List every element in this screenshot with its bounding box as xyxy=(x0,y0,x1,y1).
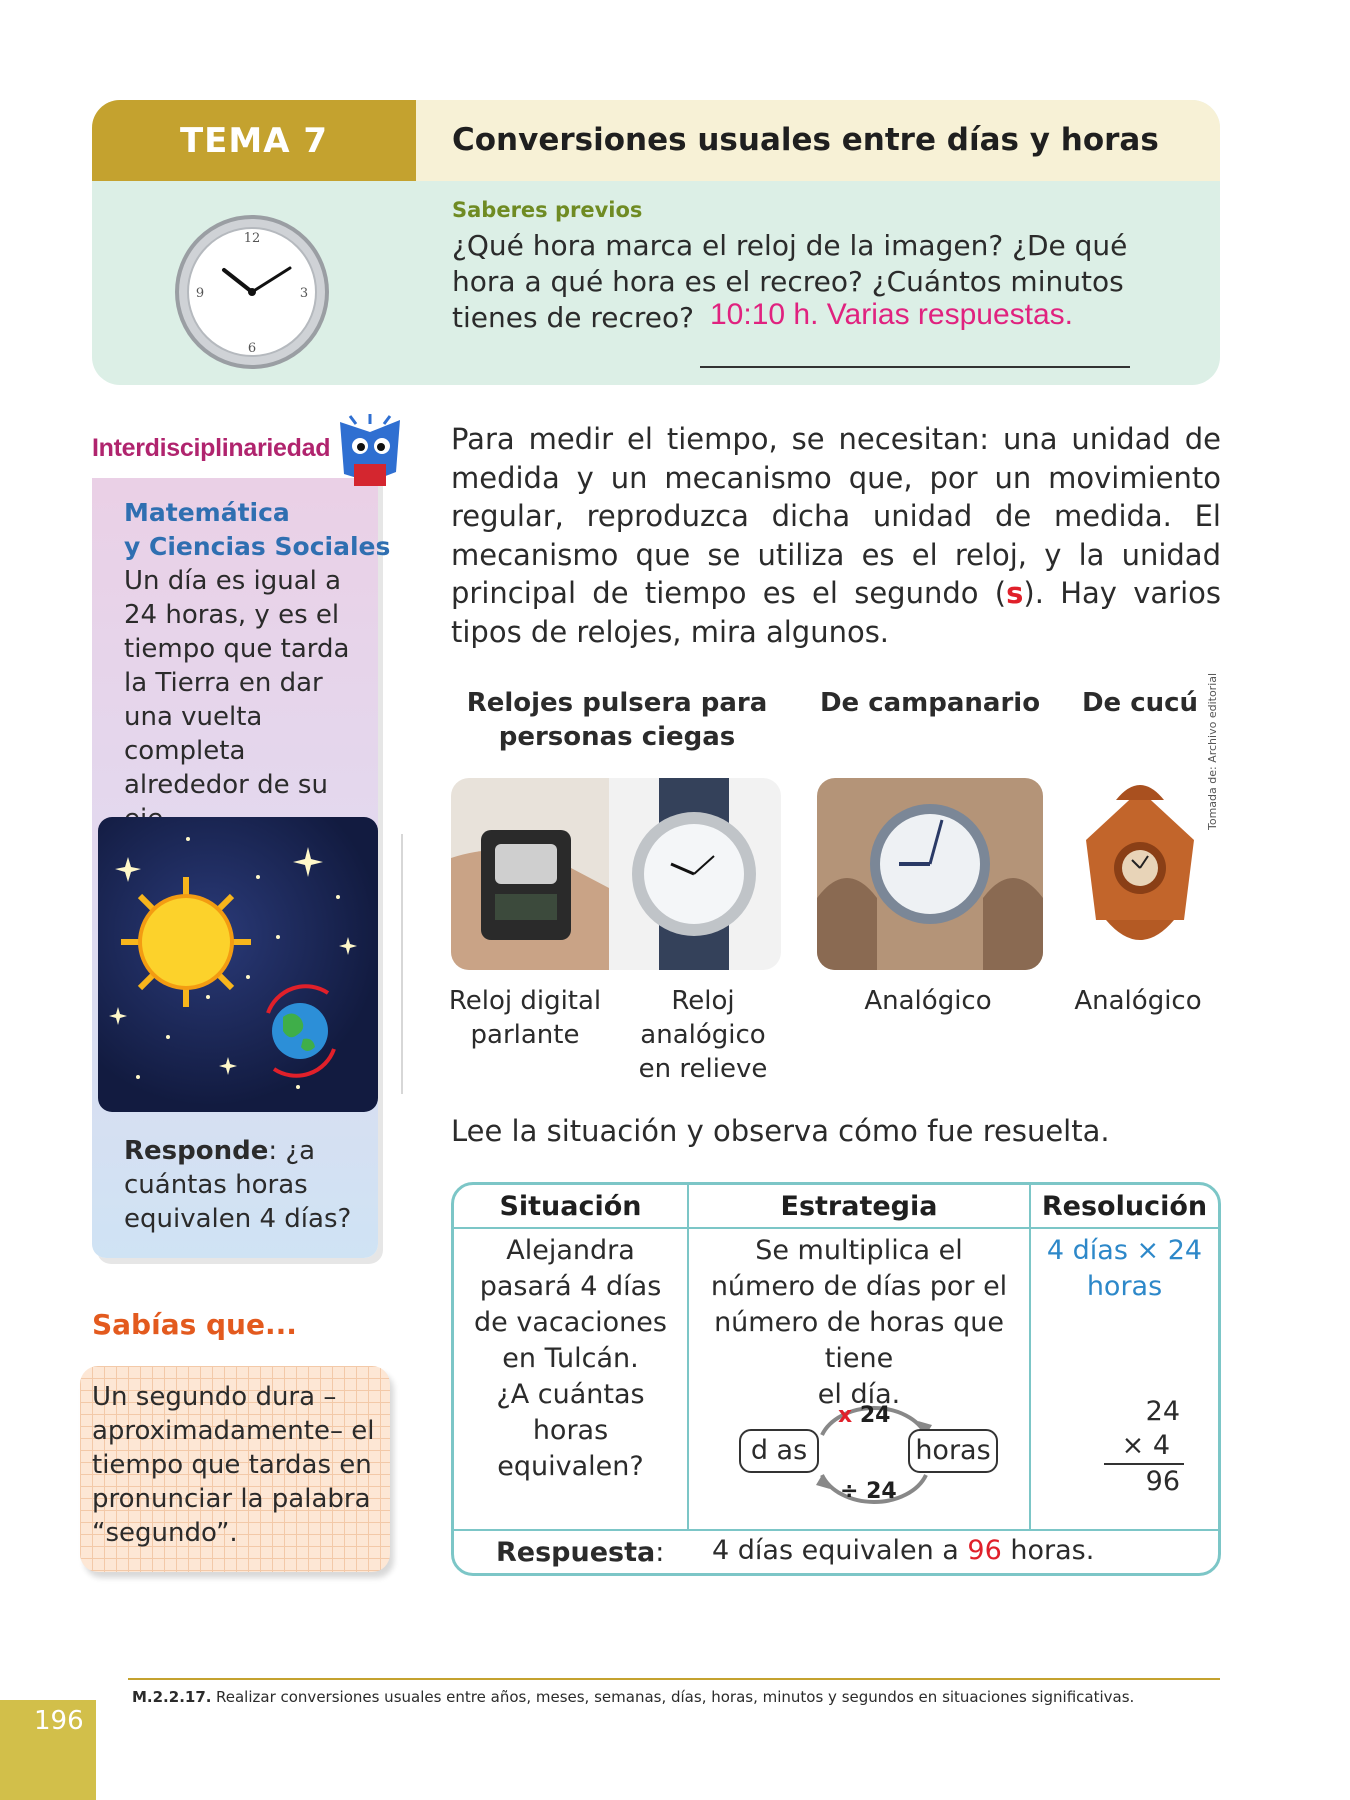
heading-math: Matemática xyxy=(124,498,290,527)
calc-result: 96 xyxy=(1145,1466,1180,1497)
intro-paragraph xyxy=(451,420,1221,651)
resolucion-line-1: 4 días × 24 xyxy=(1046,1235,1203,1266)
respuesta-pre: 4 días equivalen a xyxy=(712,1535,968,1566)
skill-code: M.2.2.17. xyxy=(132,1688,212,1706)
theme-header xyxy=(92,100,1220,385)
respuesta-post: horas. xyxy=(1001,1535,1095,1566)
col-header-resolucion: Resolución xyxy=(1041,1191,1208,1222)
intro-part-1: Para medir el tiempo, se necesitan: una unidad de medida y un mecanismo que, por un movimiento regular, reproduzca dicha unidad de medida. El mecanismo que se utiliza es el reloj, y la unidad principal de tiempo es el segundo ( xyxy=(451,422,1221,610)
handwritten-answer: 10:10 h. Varias respuestas. xyxy=(710,298,1073,331)
situacion-line: equivalen? xyxy=(497,1451,644,1482)
read-situation-instruction: Lee la situación y observa cómo fue resuelta. xyxy=(451,1114,1110,1148)
svg-text:12: 12 xyxy=(243,231,261,246)
footer-rule xyxy=(128,1678,1220,1680)
category-bell-tower: De campanario xyxy=(819,688,1041,718)
respuesta-label-text: Respuesta xyxy=(496,1537,656,1568)
svg-text:3: 3 xyxy=(299,286,309,301)
skill-description: Realizar conversiones usuales entre años, meses, semanas, días, horas, minutos y segundos en situaciones significativas. xyxy=(216,1688,1135,1706)
hours-unit-box: horas xyxy=(908,1429,998,1473)
column-divider xyxy=(401,834,403,1094)
col-header-situacion: Situación xyxy=(499,1191,642,1222)
seconds-symbol: s xyxy=(1006,576,1024,610)
sub-analog-relief-line3: en relieve xyxy=(638,1054,768,1084)
situacion-line: de vacaciones xyxy=(474,1307,667,1338)
wall-clock-icon xyxy=(172,212,332,372)
multiplication-calc xyxy=(1094,1395,1194,1499)
category-cuckoo: De cucú xyxy=(1081,688,1199,718)
cuckoo-clock-image xyxy=(1076,770,1204,970)
answer-line xyxy=(700,332,1130,368)
estrategia-line: número de horas que xyxy=(714,1307,1004,1338)
situacion-line: ¿A cuántas xyxy=(496,1379,645,1410)
respuesta-colon: : xyxy=(655,1537,665,1568)
calc-operand-a: 24 xyxy=(1145,1396,1180,1427)
responde-question xyxy=(124,1134,374,1236)
sub-analog-relief xyxy=(618,984,788,1086)
respuesta-number: 96 xyxy=(967,1535,1002,1566)
svg-text:6: 6 xyxy=(247,341,257,356)
interdisciplinary-text: Un día es igual a 24 horas, y es el tiempo que tarda la Tierra en dar una vuelta completa alrededor de su xyxy=(124,566,350,800)
situacion-line: en Tulcán. xyxy=(502,1343,639,1374)
earth-sun-illustration xyxy=(98,817,378,1112)
situacion-line: pasará 4 días xyxy=(479,1271,662,1302)
interdisciplinary-heading xyxy=(124,496,390,564)
blind-watches-photo xyxy=(451,778,781,970)
intro-part-2: ). Hay varios tipos de relojes, mira algunos. xyxy=(451,576,1221,649)
saberes-previos-text: ¿Qué hora marca el reloj de la imagen? ¿De qué hora a qué hora es el recreo? ¿Cuántos minutos tienes de recreo? xyxy=(452,229,1128,334)
estrategia-line: tiene xyxy=(824,1343,894,1374)
sub-digital-talking-line2: parlante xyxy=(470,1020,580,1050)
interdisciplinary-label: Interdisciplinariedad xyxy=(92,434,331,462)
sub-digital-talking xyxy=(446,984,604,1052)
responde-text: : ¿a cuántas horas equivalen 4 días? xyxy=(124,1136,352,1234)
earth-rotation-icon xyxy=(98,817,378,1112)
svg-text:9: 9 xyxy=(195,286,205,301)
days-unit-box: d as xyxy=(739,1429,819,1473)
sabias-que-text: Un segundo dura –aproximadamente– el tiempo que tardas en pronunciar la palabra “segundo”. xyxy=(92,1382,375,1548)
sub-analog-cuckoo: Analógico xyxy=(1074,986,1202,1016)
category-blind-watches-line2: personas ciegas xyxy=(498,722,736,752)
col-header-estrategia: Estrategia xyxy=(780,1191,938,1222)
photo-credit: Tomada de: Archivo editorial xyxy=(1206,672,1219,830)
divide-24-label: ÷ 24 xyxy=(840,1479,897,1504)
category-blind-watches-line1: Relojes pulsera para xyxy=(466,688,768,718)
estrategia-line: Se multiplica el xyxy=(755,1235,963,1266)
calc-operand-b: × 4 xyxy=(1104,1429,1184,1465)
multiply-number: 24 xyxy=(859,1403,891,1428)
situacion-cell xyxy=(454,1233,687,1485)
estrategia-line: el día. xyxy=(817,1379,901,1410)
multiply-24-label xyxy=(838,1403,891,1428)
responde-label: Responde xyxy=(124,1136,269,1166)
respuesta-text xyxy=(712,1535,1094,1566)
sub-analog-relief-line2: analógico xyxy=(640,1020,766,1050)
page-title: Conversiones usuales entre días y horas xyxy=(452,122,1159,158)
bell-tower-photo xyxy=(817,778,1043,970)
sabias-que-label: Sabías que... xyxy=(92,1308,297,1341)
table-answer-line xyxy=(454,1529,1218,1531)
resolucion-line-2: horas xyxy=(1086,1271,1163,1302)
bell-tower-clock-image xyxy=(817,778,1043,970)
sub-analog-relief-line1: Reloj xyxy=(671,986,735,1016)
situacion-line: Alejandra xyxy=(506,1235,635,1266)
sub-analog-bell: Analógico xyxy=(864,986,992,1016)
watches-image xyxy=(451,778,781,970)
situation-table xyxy=(451,1182,1221,1576)
theme-number: TEMA 7 xyxy=(92,100,416,181)
estrategia-line: número de días por el xyxy=(710,1271,1008,1302)
page-number: 196 xyxy=(34,1706,84,1736)
estrategia-cell xyxy=(689,1233,1029,1413)
table-header-line xyxy=(454,1227,1218,1229)
situacion-line: horas xyxy=(532,1415,609,1446)
resolucion-expression xyxy=(1031,1233,1218,1305)
multiply-operator: x xyxy=(838,1403,853,1428)
saberes-previos-label: Saberes previos xyxy=(452,198,643,222)
book-mascot-icon xyxy=(330,412,410,502)
respuesta-label xyxy=(496,1537,664,1568)
category-blind-watches xyxy=(462,686,772,754)
cuckoo-clock-photo xyxy=(1076,770,1204,970)
heading-social: y Ciencias Sociales xyxy=(124,532,391,561)
sub-digital-talking-line1: Reloj digital xyxy=(448,986,602,1016)
